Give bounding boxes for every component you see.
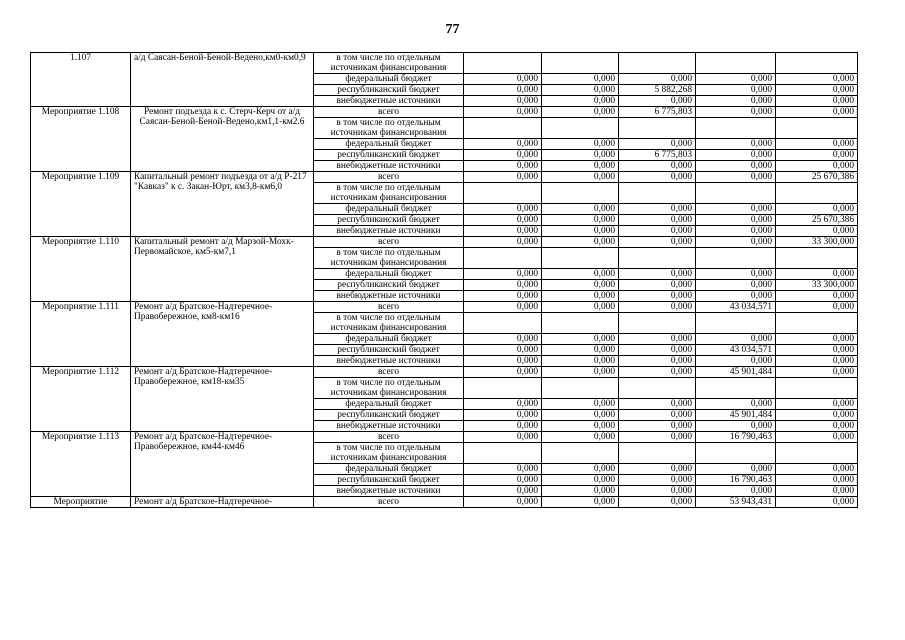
value-cell: 0,000: [776, 486, 858, 497]
value-cell: 0,000: [696, 464, 776, 475]
funding-source: федеральный бюджет: [314, 334, 464, 345]
value-cell: 0,000: [696, 139, 776, 150]
value-cell: 0,000: [464, 291, 542, 302]
value-cell: 6 775,803: [619, 107, 696, 118]
value-cell: 0,000: [696, 291, 776, 302]
value-cell: [464, 248, 542, 269]
funding-source: в том числе по отдельным источникам финансирования: [314, 183, 464, 204]
value-cell: 0,000: [776, 421, 858, 432]
value-cell: 0,000: [696, 486, 776, 497]
measure-id: Мероприятие 1.110: [31, 237, 131, 302]
value-cell: 0,000: [776, 410, 858, 421]
value-cell: 0,000: [776, 85, 858, 96]
value-cell: 0,000: [619, 345, 696, 356]
value-cell: 0,000: [464, 150, 542, 161]
funding-source: внебюджетные источники: [314, 291, 464, 302]
value-cell: [542, 313, 619, 334]
value-cell: 25 670,386: [776, 215, 858, 226]
measure-name: Ремонт а/д Братское-Надтеречное-: [131, 497, 314, 508]
table-row: [31, 302, 858, 313]
value-cell: 0,000: [696, 356, 776, 367]
value-cell: 0,000: [776, 432, 858, 443]
value-cell: 0,000: [464, 464, 542, 475]
value-cell: [464, 443, 542, 464]
value-cell: 0,000: [619, 367, 696, 378]
value-cell: [696, 53, 776, 74]
value-cell: 0,000: [696, 96, 776, 107]
value-cell: 0,000: [542, 432, 619, 443]
value-cell: 0,000: [542, 107, 619, 118]
funding-source: всего: [314, 237, 464, 248]
value-cell: 0,000: [464, 280, 542, 291]
value-cell: 0,000: [464, 237, 542, 248]
budget-table: [30, 52, 858, 508]
value-cell: [776, 378, 858, 399]
value-cell: 0,000: [619, 96, 696, 107]
value-cell: 25 670,386: [776, 172, 858, 183]
value-cell: 0,000: [542, 172, 619, 183]
value-cell: 53 943,431: [696, 497, 776, 508]
value-cell: 0,000: [542, 280, 619, 291]
value-cell: [696, 248, 776, 269]
funding-source: республиканский бюджет: [314, 475, 464, 486]
value-cell: 0,000: [464, 74, 542, 85]
value-cell: 0,000: [619, 226, 696, 237]
value-cell: 0,000: [619, 269, 696, 280]
table-row: [31, 432, 858, 443]
value-cell: 0,000: [464, 107, 542, 118]
value-cell: 0,000: [696, 74, 776, 85]
value-cell: 0,000: [542, 237, 619, 248]
value-cell: 0,000: [619, 280, 696, 291]
measure-name: Ремонт подъезда к с. Стерч-Керч от а/д Саясан-Беной-Беной-Ведено,км1,1-км2.6: [131, 107, 314, 172]
funding-source: федеральный бюджет: [314, 139, 464, 150]
funding-source: республиканский бюджет: [314, 215, 464, 226]
value-cell: 0,000: [542, 399, 619, 410]
value-cell: [696, 118, 776, 139]
value-cell: 0,000: [619, 475, 696, 486]
value-cell: 0,000: [696, 226, 776, 237]
funding-source: всего: [314, 497, 464, 508]
funding-source: внебюджетные источники: [314, 161, 464, 172]
value-cell: 5 882,268: [619, 85, 696, 96]
value-cell: 43 034,571: [696, 302, 776, 313]
value-cell: 0,000: [542, 334, 619, 345]
value-cell: 0,000: [776, 269, 858, 280]
value-cell: 0,000: [776, 139, 858, 150]
value-cell: 0,000: [542, 215, 619, 226]
measure-name: Капитальный ремонт а/д Марзой-Мохк-Первомайское, км5-км7,1: [131, 237, 314, 302]
value-cell: 0,000: [619, 486, 696, 497]
value-cell: 0,000: [464, 421, 542, 432]
value-cell: 0,000: [464, 486, 542, 497]
funding-source: внебюджетные источники: [314, 421, 464, 432]
value-cell: 0,000: [464, 399, 542, 410]
funding-source: федеральный бюджет: [314, 74, 464, 85]
value-cell: 0,000: [619, 356, 696, 367]
value-cell: 0,000: [776, 226, 858, 237]
measure-id: Мероприятие 1.111: [31, 302, 131, 367]
value-cell: 0,000: [696, 280, 776, 291]
value-cell: 0,000: [464, 85, 542, 96]
table-row: [31, 53, 858, 74]
value-cell: 0,000: [542, 410, 619, 421]
measure-name: Ремонт а/д Братское-Надтеречное-Правобережное, км8-км16: [131, 302, 314, 367]
funding-source: федеральный бюджет: [314, 464, 464, 475]
value-cell: 0,000: [542, 161, 619, 172]
measure-id: Мероприятие 1.113: [31, 432, 131, 497]
value-cell: 0,000: [542, 269, 619, 280]
value-cell: 0,000: [776, 475, 858, 486]
value-cell: 0,000: [619, 172, 696, 183]
value-cell: 0,000: [542, 367, 619, 378]
value-cell: 0,000: [464, 204, 542, 215]
value-cell: 0,000: [464, 215, 542, 226]
funding-source: в том числе по отдельным источникам финансирования: [314, 53, 464, 74]
value-cell: [542, 183, 619, 204]
value-cell: 0,000: [464, 334, 542, 345]
value-cell: 0,000: [464, 475, 542, 486]
value-cell: 0,000: [619, 215, 696, 226]
value-cell: 0,000: [696, 215, 776, 226]
value-cell: [696, 183, 776, 204]
value-cell: 0,000: [619, 399, 696, 410]
funding-source: внебюджетные источники: [314, 226, 464, 237]
value-cell: 0,000: [696, 172, 776, 183]
value-cell: 0,000: [696, 150, 776, 161]
measure-id: Мероприятие: [31, 497, 131, 508]
value-cell: 0,000: [542, 139, 619, 150]
value-cell: 0,000: [696, 107, 776, 118]
value-cell: 0,000: [776, 96, 858, 107]
measure-id: Мероприятие 1.112: [31, 367, 131, 432]
table-row: [31, 497, 858, 508]
value-cell: 0,000: [619, 291, 696, 302]
value-cell: 0,000: [542, 226, 619, 237]
value-cell: [696, 443, 776, 464]
value-cell: 16 790,463: [696, 475, 776, 486]
value-cell: 0,000: [619, 74, 696, 85]
funding-source: всего: [314, 172, 464, 183]
value-cell: 0,000: [776, 334, 858, 345]
funding-source: федеральный бюджет: [314, 269, 464, 280]
value-cell: 0,000: [542, 345, 619, 356]
value-cell: [619, 313, 696, 334]
value-cell: 0,000: [464, 139, 542, 150]
value-cell: 0,000: [464, 161, 542, 172]
value-cell: 0,000: [776, 399, 858, 410]
value-cell: [619, 443, 696, 464]
funding-source: в том числе по отдельным источникам финансирования: [314, 443, 464, 464]
value-cell: [776, 313, 858, 334]
measure-name: Ремонт а/д Братское-Надтеречное-Правобережное, км18-км35: [131, 367, 314, 432]
measure-name: а/д Саясан-Беной-Беной-Ведено,км0-км0,9: [131, 53, 314, 107]
funding-source: в том числе по отдельным источникам финансирования: [314, 248, 464, 269]
value-cell: 0,000: [542, 421, 619, 432]
value-cell: 33 300,000: [776, 237, 858, 248]
value-cell: 0,000: [619, 161, 696, 172]
value-cell: 0,000: [776, 302, 858, 313]
value-cell: [619, 53, 696, 74]
value-cell: [464, 378, 542, 399]
value-cell: 0,000: [776, 150, 858, 161]
funding-source: республиканский бюджет: [314, 85, 464, 96]
funding-source: всего: [314, 107, 464, 118]
value-cell: 0,000: [542, 291, 619, 302]
value-cell: 33 300,000: [776, 280, 858, 291]
value-cell: [776, 118, 858, 139]
value-cell: 0,000: [464, 432, 542, 443]
value-cell: 0,000: [776, 497, 858, 508]
value-cell: 0,000: [464, 410, 542, 421]
value-cell: 0,000: [464, 226, 542, 237]
value-cell: 0,000: [696, 421, 776, 432]
value-cell: 0,000: [619, 204, 696, 215]
value-cell: [542, 118, 619, 139]
value-cell: [696, 313, 776, 334]
value-cell: 0,000: [542, 85, 619, 96]
value-cell: 0,000: [542, 464, 619, 475]
value-cell: [776, 248, 858, 269]
value-cell: 0,000: [696, 269, 776, 280]
value-cell: 0,000: [542, 356, 619, 367]
value-cell: 0,000: [776, 367, 858, 378]
table-row: [31, 367, 858, 378]
value-cell: 0,000: [619, 139, 696, 150]
value-cell: 0,000: [542, 150, 619, 161]
measure-id: Мероприятие 1.109: [31, 172, 131, 237]
value-cell: 0,000: [776, 464, 858, 475]
value-cell: 0,000: [619, 432, 696, 443]
value-cell: [619, 378, 696, 399]
value-cell: 0,000: [542, 96, 619, 107]
value-cell: 0,000: [776, 204, 858, 215]
value-cell: 0,000: [542, 486, 619, 497]
value-cell: 0,000: [464, 96, 542, 107]
value-cell: [696, 378, 776, 399]
measure-id: 1.107: [31, 53, 131, 107]
value-cell: 0,000: [542, 74, 619, 85]
value-cell: [619, 183, 696, 204]
funding-source: федеральный бюджет: [314, 399, 464, 410]
value-cell: [464, 313, 542, 334]
measure-name: Капитальный ремонт подъезда от а/д Р-217 "Кавказ" к с. Закан-Юрт, км3,8-км6,0: [131, 172, 314, 237]
value-cell: 0,000: [776, 345, 858, 356]
value-cell: 0,000: [542, 475, 619, 486]
value-cell: [776, 183, 858, 204]
value-cell: [464, 53, 542, 74]
table-row: [31, 107, 858, 118]
value-cell: [619, 118, 696, 139]
table-row: [31, 172, 858, 183]
value-cell: 0,000: [776, 291, 858, 302]
value-cell: [776, 443, 858, 464]
funding-source: внебюджетные источники: [314, 96, 464, 107]
value-cell: [542, 53, 619, 74]
funding-source: республиканский бюджет: [314, 150, 464, 161]
funding-source: республиканский бюджет: [314, 345, 464, 356]
value-cell: [619, 248, 696, 269]
value-cell: 0,000: [696, 334, 776, 345]
value-cell: [542, 248, 619, 269]
funding-source: всего: [314, 367, 464, 378]
value-cell: 0,000: [696, 204, 776, 215]
measure-id: Мероприятие 1.108: [31, 107, 131, 172]
funding-source: в том числе по отдельным источникам финансирования: [314, 118, 464, 139]
value-cell: 0,000: [619, 421, 696, 432]
value-cell: 0,000: [696, 399, 776, 410]
value-cell: 45 901,484: [696, 410, 776, 421]
value-cell: 0,000: [619, 497, 696, 508]
value-cell: 0,000: [464, 302, 542, 313]
value-cell: 0,000: [776, 107, 858, 118]
value-cell: 0,000: [776, 161, 858, 172]
value-cell: 6 775,803: [619, 150, 696, 161]
value-cell: 0,000: [464, 172, 542, 183]
value-cell: [542, 443, 619, 464]
value-cell: 0,000: [619, 464, 696, 475]
value-cell: 0,000: [619, 302, 696, 313]
value-cell: 45 901,484: [696, 367, 776, 378]
table-row: [31, 237, 858, 248]
value-cell: [464, 118, 542, 139]
value-cell: 0,000: [464, 356, 542, 367]
value-cell: 43 034,571: [696, 345, 776, 356]
value-cell: 0,000: [619, 410, 696, 421]
value-cell: 0,000: [542, 497, 619, 508]
value-cell: 0,000: [696, 161, 776, 172]
page-number: 77: [445, 22, 460, 37]
value-cell: 16 790,463: [696, 432, 776, 443]
value-cell: 0,000: [696, 85, 776, 96]
funding-source: республиканский бюджет: [314, 410, 464, 421]
value-cell: [776, 53, 858, 74]
value-cell: 0,000: [542, 204, 619, 215]
measure-name: Ремонт а/д Братское-Надтеречное-Правобережное, км44-км46: [131, 432, 314, 497]
value-cell: 0,000: [696, 237, 776, 248]
value-cell: 0,000: [464, 269, 542, 280]
funding-source: внебюджетные источники: [314, 486, 464, 497]
value-cell: 0,000: [464, 497, 542, 508]
funding-source: республиканский бюджет: [314, 280, 464, 291]
value-cell: 0,000: [776, 356, 858, 367]
funding-source: в том числе по отдельным источникам финансирования: [314, 378, 464, 399]
value-cell: [464, 183, 542, 204]
funding-source: в том числе по отдельным источникам финансирования: [314, 313, 464, 334]
funding-source: всего: [314, 432, 464, 443]
value-cell: 0,000: [542, 302, 619, 313]
funding-source: всего: [314, 302, 464, 313]
value-cell: 0,000: [619, 334, 696, 345]
value-cell: [542, 378, 619, 399]
value-cell: 0,000: [464, 345, 542, 356]
value-cell: 0,000: [464, 367, 542, 378]
funding-source: федеральный бюджет: [314, 204, 464, 215]
value-cell: 0,000: [619, 237, 696, 248]
value-cell: 0,000: [776, 74, 858, 85]
funding-source: внебюджетные источники: [314, 356, 464, 367]
